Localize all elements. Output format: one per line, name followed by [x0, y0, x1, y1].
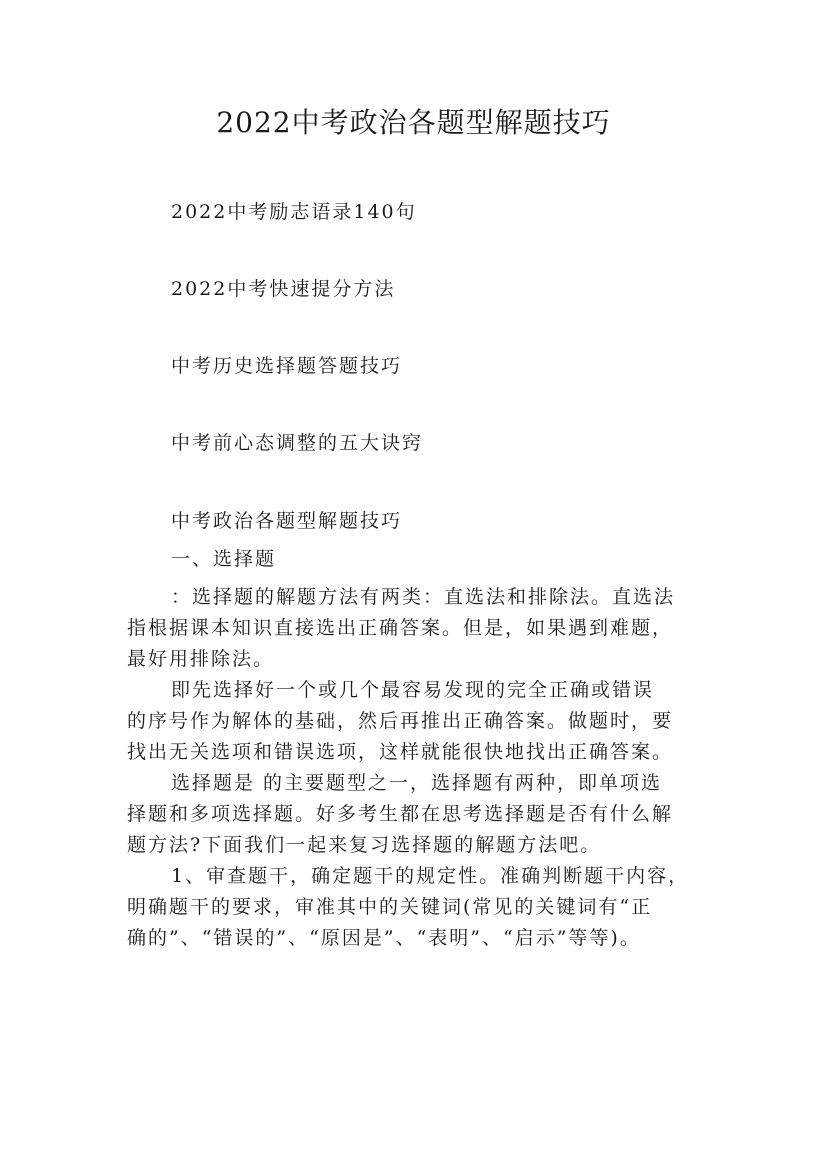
paragraph-4: [127, 861, 707, 954]
article-body: [127, 582, 707, 954]
paragraph-2: [127, 675, 707, 768]
paragraph-line: 择题和多项选择题。好多考生都在思考选择题是否有什么解: [127, 803, 674, 825]
paragraph-line: 1、审查题干，确定题干的规定性。准确判断题干内容，: [171, 865, 690, 887]
related-link-3[interactable]: 中考历史选择题答题技巧: [171, 355, 403, 377]
section-heading: 一、选择题: [171, 548, 277, 570]
paragraph-line: 明确题干的要求，审准其中的关键词(常见的关键词有“正: [127, 896, 653, 918]
paragraph-line: 选择题是 的主要题型之一，选择题有两种，即单项选: [171, 772, 663, 794]
paragraph-line: 最好用排除法。: [127, 648, 275, 670]
paragraph-line: 确的”、“错误的”、“原因是”、“表明”、“启示”等等)。: [127, 927, 641, 949]
paragraph-3: [127, 768, 707, 861]
paragraph-line: 题方法?下面我们一起来复习选择题的解题方法吧。: [127, 834, 602, 856]
paragraph-1: [127, 582, 707, 675]
paragraph-line: ：选择题的解题方法有两类：直选法和排除法。直选法: [171, 586, 676, 608]
paragraph-line: 找出无关选项和错误选项，这样就能很快地找出正确答案。: [127, 741, 674, 763]
related-link-2[interactable]: 2022中考快速提分方法: [171, 278, 396, 300]
document-title: 2022中考政治各题型解题技巧: [216, 106, 611, 139]
paragraph-line: 即先选择好一个或几个最容易发现的完全正确或错误: [171, 679, 655, 701]
related-link-4[interactable]: 中考前心态调整的五大诀窍: [171, 432, 424, 454]
paragraph-line: 指根据课本知识直接选出正确答案。但是，如果遇到难题，: [127, 617, 674, 639]
paragraph-line: 的序号作为解体的基础，然后再推出正确答案。做题时，要: [127, 710, 674, 732]
related-link-5[interactable]: 中考政治各题型解题技巧: [171, 510, 403, 532]
related-link-1[interactable]: 2022中考励志语录140句: [171, 201, 417, 223]
